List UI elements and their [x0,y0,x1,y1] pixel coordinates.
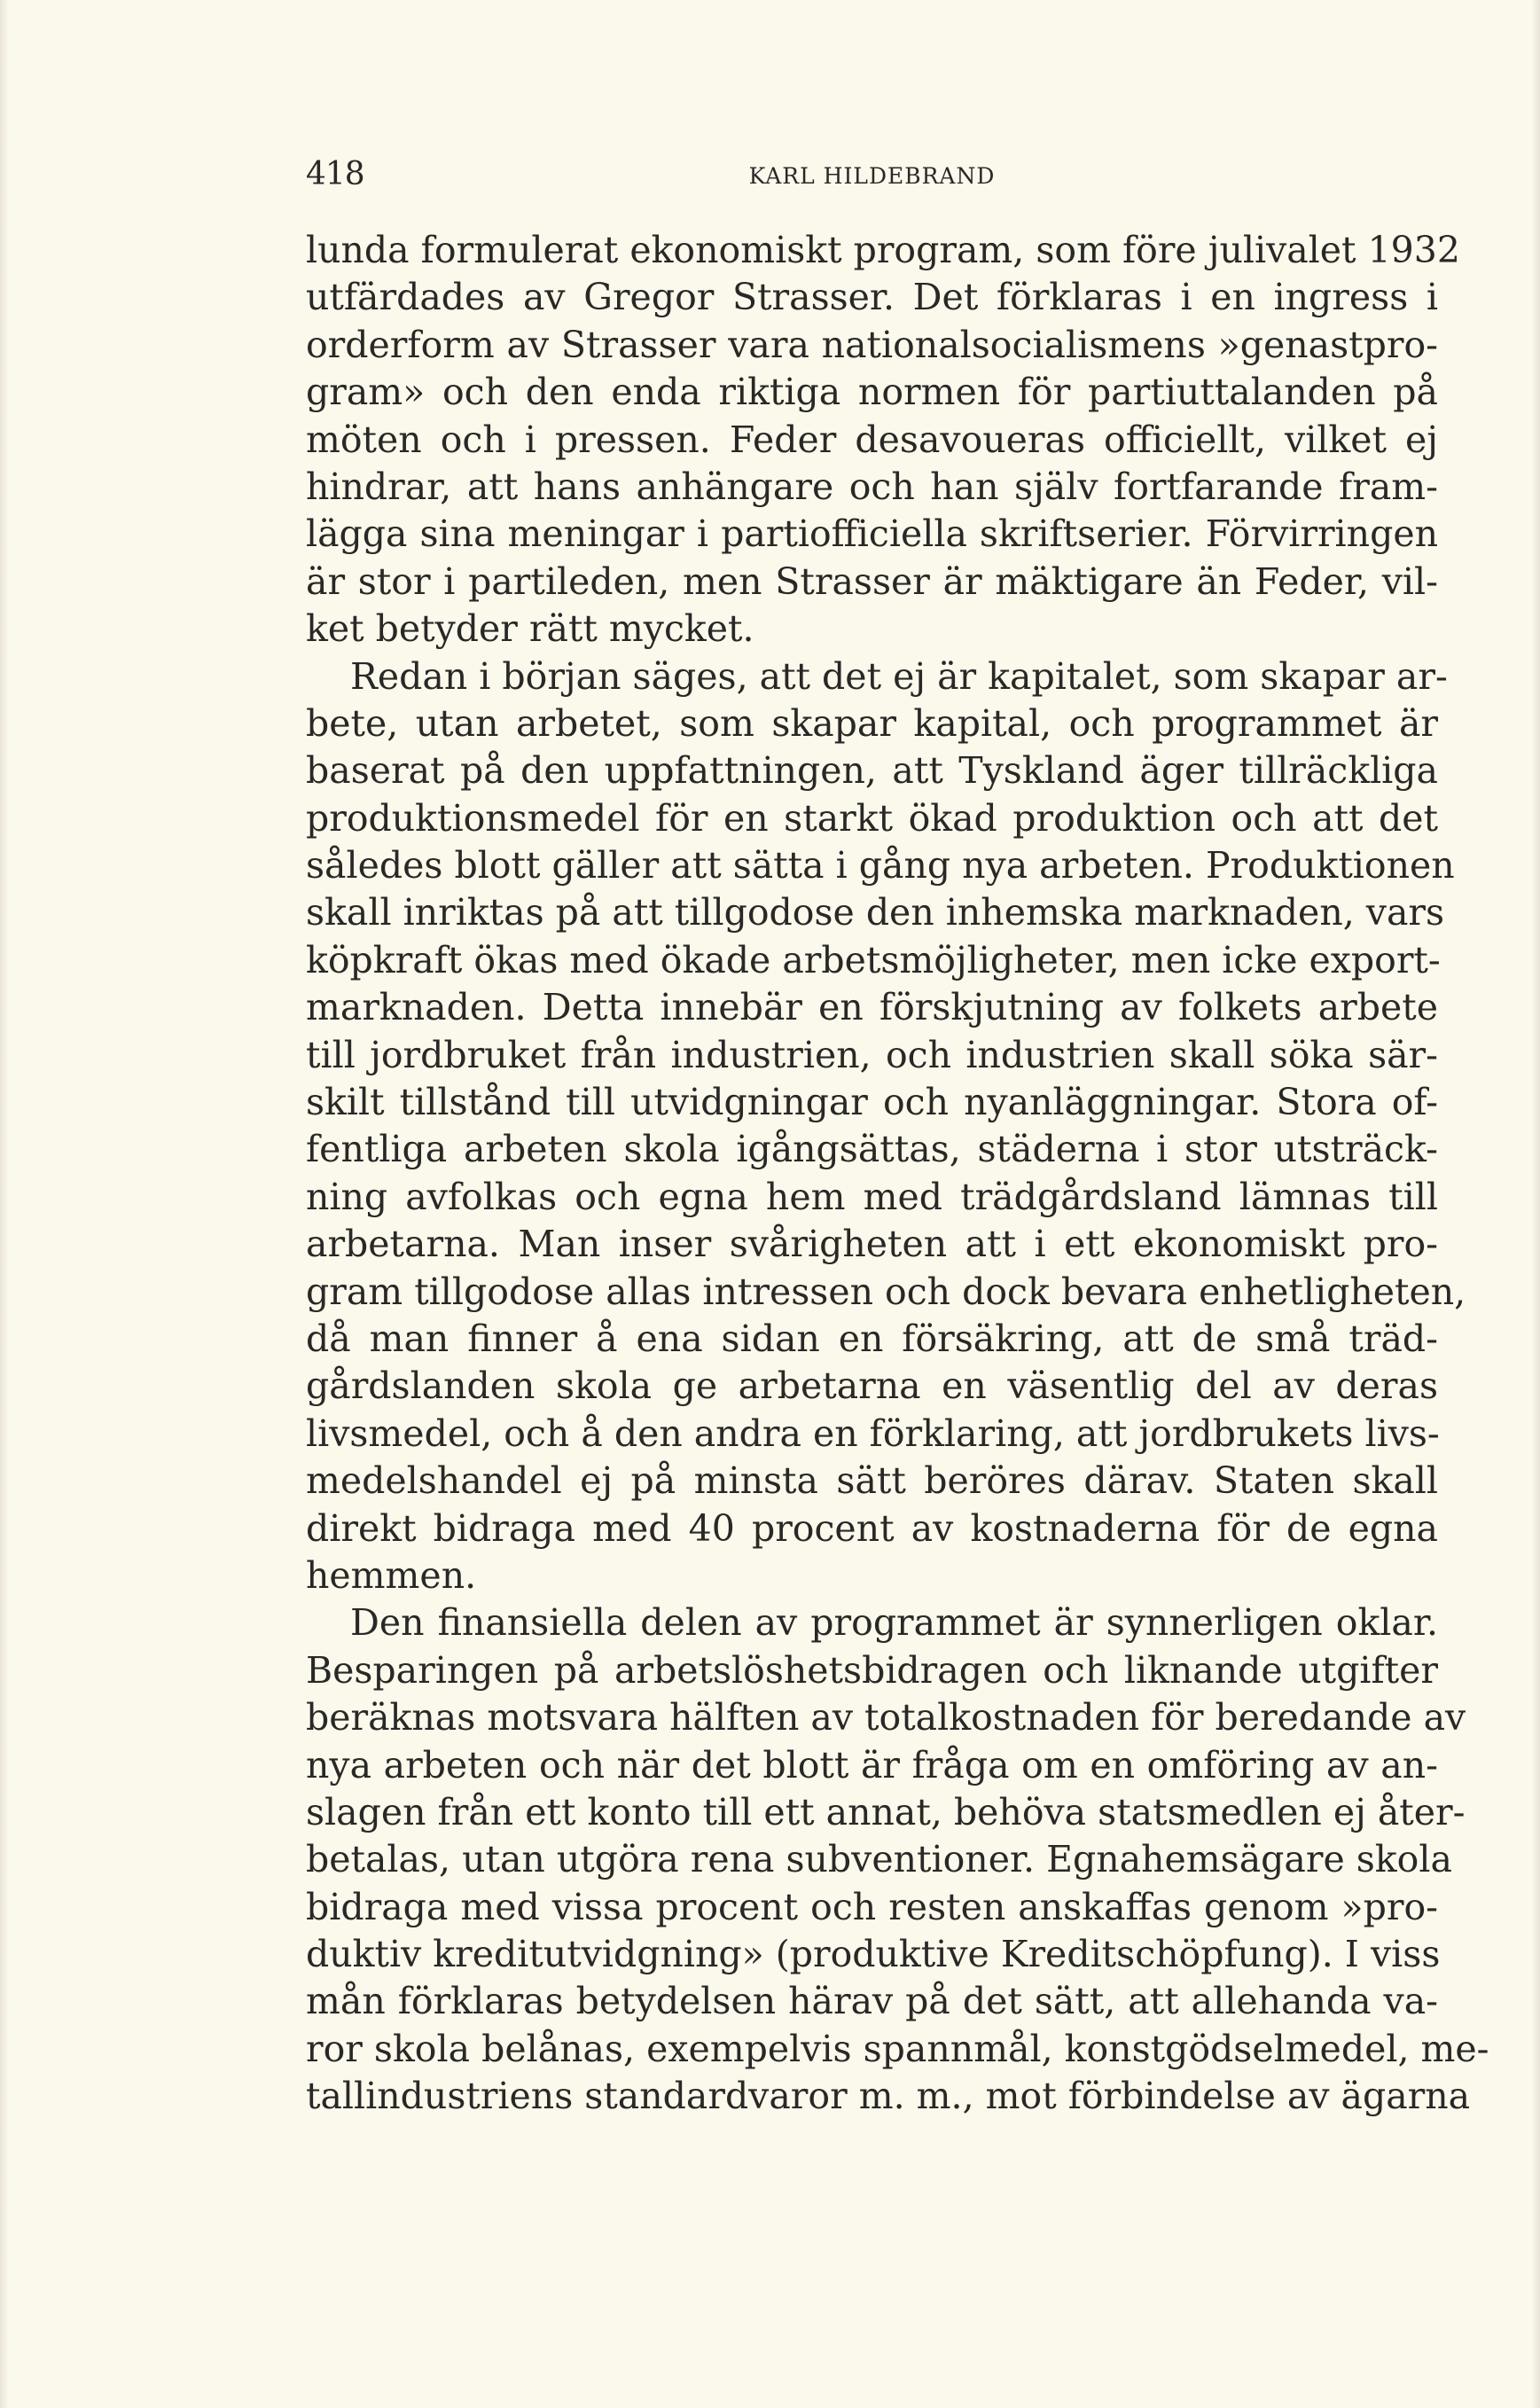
text-line: marknaden. Detta innebär en förskjutning av folkets arbete [306,986,1438,1029]
text-line: lägga sina meningar i partiofficiella skriftserier. Förvirringen [306,512,1438,556]
text-line: Den finansiella delen av programmet är synnerligen oklar. [350,1601,1438,1645]
text-line: Besparingen på arbetslöshetsbidragen och liknande utgifter [306,1648,1438,1692]
text-line: arbetarna. Man inser svårigheten att i ett ekonomiskt pro- [306,1223,1438,1266]
page-number: 418 [306,156,364,192]
text-line: duktiv kreditutvidgning» (produktive Kreditschöpfung). I viss [306,1933,1441,1976]
text-line: utfärdades av Gregor Strasser. Det förklaras i en ingress i [306,276,1438,319]
text-line: gram tillgodose allas intressen och dock bevara enhetligheten, [306,1270,1466,1313]
text-line: hindrar, att hans anhängare och han själv fortfarande fram- [306,465,1438,508]
scan-edge-left [0,0,9,2408]
text-line: tallindustriens standardvaror m. m., mot förbindelse av ägarna [306,2075,1471,2118]
text-line: gram» och den enda riktiga normen för partiuttalanden på [306,371,1438,414]
text-line: skall inriktas på att tillgodose den inhemska marknaden, vars [306,891,1445,934]
body-text [306,227,1489,2121]
text-line: baserat på den uppfattningen, att Tyskland äger tillräckliga [306,749,1438,793]
text-line: fentliga arbeten skola igångsättas, städerna i stor utsträck- [306,1128,1438,1171]
text-line: ror skola belånas, exempelvis spannmål, konstgödselmedel, me- [306,2027,1489,2070]
text-line: ning avfolkas och egna hem med trädgårdsland lämnas till [306,1175,1438,1218]
text-line: nya arbeten och när det blott är fråga om en omföring av an- [306,1743,1438,1786]
text-line: således blott gäller att sätta i gång nya arbeten. Produktionen [306,844,1455,887]
scan-edge-right [1531,0,1540,2408]
text-line: köpkraft ökas med ökade arbetsmöjligheter, men icke export- [306,938,1441,981]
text-line: bete, utan arbetet, som skapar kapital, och programmet är [306,701,1438,745]
text-line: hemmen. [306,1553,477,1597]
text-line: skilt tillstånd till utvidgningar och nyanläggningar. Stora of- [306,1081,1438,1124]
text-line: medelshandel ej på minsta sätt beröres därav. Staten skall [306,1459,1438,1503]
text-line: orderform av Strasser vara nationalsocialismens »genastpro- [306,323,1438,366]
text-line: möten och i pressen. Feder desavoueras officiellt, vilket ej [306,418,1438,461]
text-line: produktionsmedel för en starkt ökad produktion och att det [306,796,1438,840]
text-line: mån förklaras betydelsen härav på det sätt, att allehanda va- [306,1980,1438,2023]
text-line: livsmedel, och å den andra en förklaring, att jordbrukets livs- [306,1411,1440,1455]
text-line: då man finner å ena sidan en försäkring, att de små träd- [306,1317,1438,1360]
text-line: är stor i partileden, men Strasser är mäktigare än Feder, vil- [306,559,1438,603]
text-line: lunda formulerat ekonomiskt program, som före julivalet 1932 [306,229,1460,271]
text-line: beräknas motsvara hälften av totalkostnaden för beredande av [306,1696,1466,1740]
text-line: slagen från ett konto till ett annat, behöva statsmedlen ej åter- [306,1790,1466,1833]
text-line: ket betyder rätt mycket. [306,607,754,651]
text-line: betalas, utan utgöra rena subventioner. Egnahemsägare skola [306,1838,1452,1881]
text-line: bidraga med vissa procent och resten anskaffas genom »pro- [306,1885,1438,1928]
text-line: Redan i början säges, att det ej är kapitalet, som skapar ar- [350,654,1448,698]
text-line: gårdslanden skola ge arbetarna en väsentlig del av deras [306,1364,1438,1408]
text-line: direkt bidraga med 40 procent av kostnaderna för de egna [306,1506,1438,1550]
running-header: KARL HILDEBRAND [748,163,996,189]
text-line: till jordbruket från industrien, och industrien skall söka sär- [306,1033,1438,1076]
